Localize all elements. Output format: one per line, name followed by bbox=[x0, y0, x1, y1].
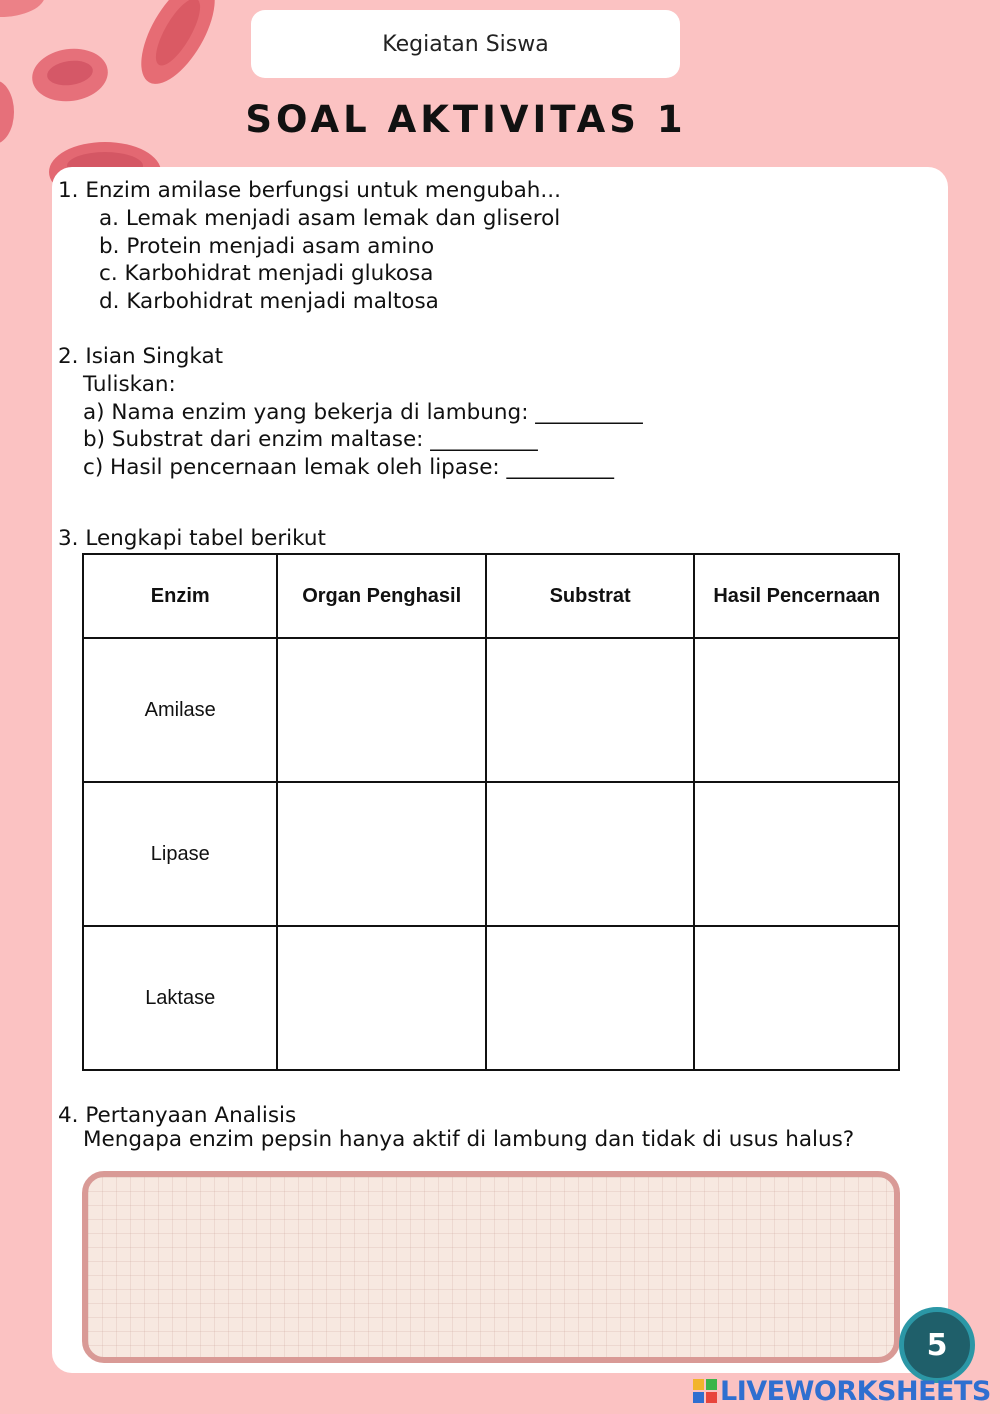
page-number: 5 bbox=[926, 1327, 948, 1363]
question-1-text: 1. Enzim amilase berfungsi untuk mengubah... bbox=[58, 178, 561, 203]
question-4-heading: 4. Pertanyaan Analisis bbox=[58, 1103, 297, 1128]
liveworksheets-brand[interactable] bbox=[692, 1374, 991, 1408]
question-4 bbox=[58, 1104, 854, 1152]
short-answer-c[interactable]: c) Hasil pencernaan lemak oleh lipase: __________ bbox=[83, 455, 615, 481]
option-a[interactable]: a. Lemak menjadi asam lemak dan gliserol bbox=[99, 205, 561, 231]
page-title: SOAL AKTIVITAS 1 bbox=[245, 98, 687, 141]
column-header: Organ Penghasil bbox=[277, 554, 485, 638]
answer-cell[interactable] bbox=[277, 638, 485, 782]
question-3 bbox=[58, 525, 326, 553]
activity-label bbox=[251, 10, 680, 78]
short-answer-a[interactable]: a) Nama enzim yang bekerja di lambung: __________ bbox=[83, 399, 643, 425]
activity-label-text: Kegiatan Siswa bbox=[382, 31, 549, 57]
brand-name: LIVEWORKSHEETS bbox=[720, 1375, 991, 1407]
table-row bbox=[83, 638, 899, 782]
analysis-answer-box[interactable] bbox=[82, 1171, 900, 1363]
table-row bbox=[83, 782, 899, 926]
answer-cell[interactable] bbox=[694, 782, 899, 926]
blood-cell-icon bbox=[0, 0, 45, 17]
column-header: Hasil Pencernaan bbox=[694, 554, 899, 638]
answer-cell[interactable] bbox=[486, 926, 694, 1070]
question-4-text: Mengapa enzim pepsin hanya aktif di lambung dan tidak di usus halus? bbox=[83, 1127, 855, 1152]
answer-cell[interactable] bbox=[694, 638, 899, 782]
option-c[interactable]: c. Karbohidrat menjadi glukosa bbox=[99, 261, 434, 287]
question-1 bbox=[58, 177, 561, 316]
short-answer-b[interactable]: b) Substrat dari enzim maltase: __________ bbox=[83, 427, 538, 453]
answer-cell[interactable] bbox=[694, 926, 899, 1070]
enzyme-table bbox=[82, 553, 900, 1071]
answer-cell[interactable] bbox=[486, 782, 694, 926]
enzyme-name-cell: Amilase bbox=[83, 638, 277, 782]
option-d[interactable]: d. Karbohidrat menjadi maltosa bbox=[99, 289, 439, 315]
column-header: Enzim bbox=[83, 554, 277, 638]
question-2-instruction: Tuliskan: bbox=[83, 371, 176, 397]
enzyme-name-cell: Lipase bbox=[83, 782, 277, 926]
enzyme-name-cell: Laktase bbox=[83, 926, 277, 1070]
liveworksheets-logo-icon bbox=[692, 1378, 718, 1404]
answer-cell[interactable] bbox=[277, 782, 485, 926]
answer-cell[interactable] bbox=[277, 926, 485, 1070]
column-header: Substrat bbox=[486, 554, 694, 638]
table-row bbox=[83, 926, 899, 1070]
answer-cell[interactable] bbox=[486, 638, 694, 782]
question-2 bbox=[58, 343, 643, 482]
question-2-heading: 2. Isian Singkat bbox=[58, 344, 224, 369]
question-3-heading: 3. Lengkapi tabel berikut bbox=[58, 526, 326, 551]
table-header-row bbox=[83, 554, 899, 638]
option-b[interactable]: b. Protein menjadi asam amino bbox=[99, 233, 435, 259]
page-number-badge bbox=[899, 1307, 975, 1383]
